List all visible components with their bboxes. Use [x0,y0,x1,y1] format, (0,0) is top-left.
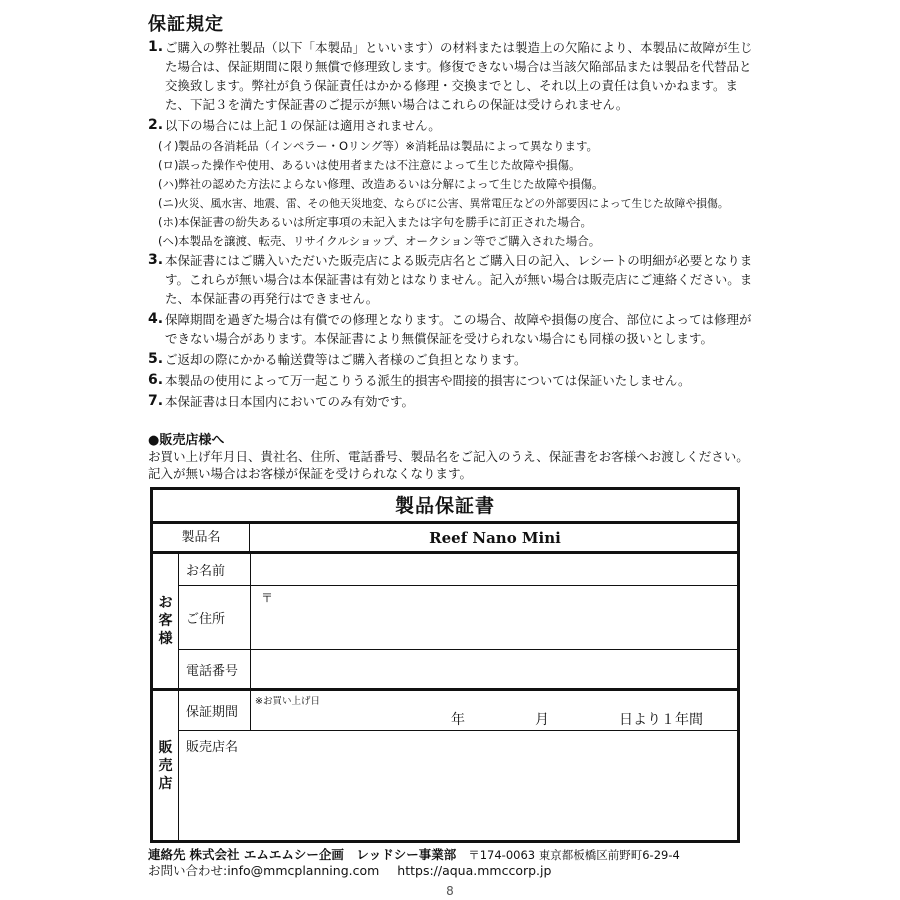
clause-1 [148,38,758,114]
phone-label: 電話番号 [186,663,239,679]
inquiry-line [148,863,768,879]
clause-text: ご購入の弊社製品（以下「本製品」といいます）の材料または製造上の欠陥により、本製品に故障が生じた場合は、保証期間に限り無償で修理致します。修復できない場合は当該欠陥部品または製品を代替品と交換致します。弊社が負う保証責任はかかる修理・交換までとし、それ以上の責任は負いかねます。また、下記３を満たす保証書のご提示が無い場合はこれらの保証は受けられません。 [165,40,753,112]
seller-heading: ●販売店様へ [148,433,225,448]
clause-text: ご返却の際にかかる輸送費等はご購入者様のご負担となります。 [165,352,527,367]
exclusion-text: 火災、風水害、地震、雷、その他天災地変、ならびに公害、異常電圧などの外部要因によって生じた故障や損傷。 [178,197,729,210]
exclusion-item [148,194,758,213]
clause-7 [148,392,758,411]
customer-label-char: 様 [158,631,173,647]
customer-label [153,554,179,688]
contact-label: 連絡先 [148,847,186,862]
exclusion-item [148,137,758,156]
purchase-date-note: ※お買い上げ日 [255,696,320,707]
seller-instructions [148,448,758,482]
page-number: 8 [446,884,454,898]
name-label: お名前 [186,564,226,579]
shop-section [153,691,737,840]
exclusion-text: 誤った操作や使用、あるいは使用者または不注意によって生じた故障や損傷。 [178,158,581,172]
clause-number: 6. [148,372,164,388]
exclusion-mark: (ニ) [158,196,179,210]
exclusion-item [148,175,758,194]
postal-mark: 〒 [261,591,274,605]
clause-number: 3. [148,252,164,268]
clause-6 [148,371,758,390]
exclusion-text: 本製品を譲渡、転売、リサイクルショップ、オークション等でご購入された場合。 [178,234,601,248]
clause-text: 以下の場合には上記１の保証は適用されません。 [165,118,441,133]
clause-text: 保障期間を過ぎた場合は有償での修理となります。この場合、故障や損傷の度合、部位によっては修理ができない場合があります。本保証書により無償保証を受けられない場合にも同様の扱いとします。 [165,312,752,346]
name-field[interactable] [250,554,737,585]
clause-number: 4. [148,311,164,327]
page-title: 保証規定 [148,14,224,35]
exclusion-list [148,137,758,251]
company-address: 〒174-0063 東京都板橋区前野町6-29-4 [468,848,680,862]
clause-5 [148,350,758,369]
customer-label-char: お [158,595,173,611]
clause-number: 5. [148,351,164,367]
shop-name-label: 販売店名 [186,739,239,755]
exclusion-text: 弊社の認めた方法によらない修理、改造あるいは分解によって生じた故障や損傷。 [178,177,604,191]
phone-field[interactable] [250,650,737,688]
exclusion-item [148,213,758,232]
product-label: 製品名 [153,524,250,551]
shop-name-row [178,731,737,840]
company-name: 株式会社 エムエムシー企画 レッドシー事業部 [189,847,457,862]
clause-number: 2. [148,117,164,133]
period-suffix: 日より１年間 [619,712,703,728]
inquiry-email[interactable]: お問い合わせ:info@mmcplanning.com [148,863,380,878]
exclusion-mark: (ロ) [158,158,179,172]
shop-label-char: 販 [158,739,173,756]
exclusion-item [148,156,758,175]
warranty-card [150,487,740,843]
clause-number: 1. [148,39,164,55]
seller-line: 記入が無い場合はお客様が保証を受けられなくなります。 [148,466,473,481]
clause-text: 本保証書は日本国内においてのみ有効です。 [165,394,415,409]
customer-label-char: 客 [158,613,173,629]
product-name-field[interactable]: Reef Nano Mini [429,529,561,547]
address-field[interactable] [250,586,737,649]
year-label: 年 [451,712,465,728]
exclusion-mark: (イ) [158,139,179,153]
exclusion-mark: (ヘ) [158,234,179,248]
customer-section [153,554,737,691]
purchase-date-field[interactable] [250,691,737,730]
shop-label [153,691,179,840]
contact-info [148,847,768,879]
seller-line: お買い上げ年月日、貴社名、住所、電話番号、製品名をご記入のうえ、保証書をお客様へお渡しください。 [148,449,749,464]
month-label: 月 [535,712,549,728]
shop-name-field[interactable] [178,757,737,840]
clause-4 [148,310,758,348]
clause-3 [148,251,758,308]
warranty-period-label: 保証期間 [186,705,239,720]
address-row [178,586,737,650]
product-row [153,524,737,554]
warranty-period-row [178,691,737,731]
website-link[interactable]: https://aqua.mmccorp.jp [397,863,552,878]
clause-number: 7. [148,393,164,409]
warranty-clauses [148,38,758,413]
contact-line [148,847,768,863]
clause-text: 本製品の使用によって万一起こりうる派生的損害や間接的損害については保証いたしません。 [165,373,691,388]
shop-label-char: 売 [158,757,173,774]
clause-text: 本保証書にはご購入いただいた販売店による販売店名とご購入日の記入、レシートの明細が必要となります。これらが無い場合は本保証書は有効とはなりません。記入が無い場合は販売店にご連絡ください。また、本保証書の再発行はできません。 [165,253,753,306]
clause-2 [148,116,758,135]
shop-label-char: 店 [158,775,173,792]
exclusion-item [148,232,758,251]
exclusion-mark: (ハ) [158,177,179,191]
phone-row [178,650,737,688]
name-row [178,554,737,586]
address-label: ご住所 [186,612,226,627]
exclusion-text: 製品の各消耗品（インペラー・Oリング等）※消耗品は製品によって異なります。 [178,139,599,153]
exclusion-mark: (ホ) [158,215,179,229]
exclusion-text: 本保証書の紛失あるいは所定事項の未記入または字句を勝手に訂正された場合。 [178,215,592,229]
card-title: 製品保証書 [153,490,737,524]
